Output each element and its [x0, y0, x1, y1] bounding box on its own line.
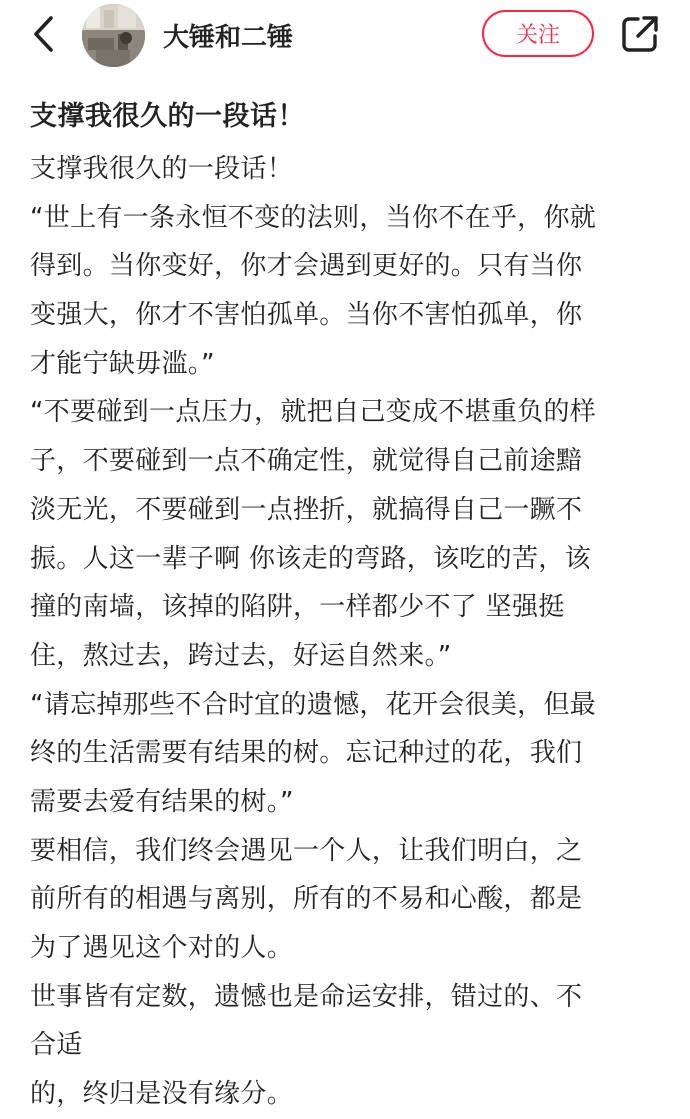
body-line: “不要碰到一点压力，就把自己变成不堪重负的样	[30, 397, 597, 428]
body-line: 淡无光，不要碰到一点挫折，就搞得自己一蹶不	[30, 494, 583, 525]
body-line: 终的生活需要有结果的树。忘记种过的花，我们	[30, 738, 583, 769]
body-line: 子，不要碰到一点不确定性，就觉得自己前途黯	[30, 446, 583, 477]
body-line: 要相信，我们终会遇见一个人，让我们明白，之	[30, 835, 583, 866]
body-line: 才能宁缺毋滥。”	[30, 348, 215, 379]
back-button[interactable]	[22, 12, 66, 56]
chevron-left-icon	[31, 14, 57, 54]
avatar-photo	[82, 4, 145, 67]
post-header	[0, 0, 690, 70]
body-line: “请忘掉那些不合时宜的遗憾，花开会很美，但最	[30, 689, 597, 720]
author-name[interactable]: 大锤和二锤	[163, 23, 294, 53]
body-line: “世上有一条永恒不变的法则，当你不在乎，你就	[30, 202, 597, 233]
body-line: 的，终归是没有缘分。	[30, 1079, 294, 1110]
body-line: 住，熬过去，跨过去，好运自然来。”	[30, 640, 452, 671]
body-line: 前所有的相遇与离别，所有的不易和心酸，都是	[30, 884, 583, 915]
avatar[interactable]	[82, 4, 145, 67]
post-body	[30, 145, 670, 1119]
body-line: 振。人这一辈子啊 你该走的弯路，该吃的苦，该	[30, 543, 591, 574]
share-button[interactable]	[618, 12, 662, 56]
body-line: 得到。当你变好，你才会遇到更好的。只有当你	[30, 251, 583, 282]
body-line: 合适	[30, 1030, 83, 1061]
body-line: 为了遇见这个对的人。	[30, 933, 294, 963]
share-external-icon	[621, 15, 659, 53]
post-title: 支撑我很久的一段话！	[30, 101, 305, 132]
follow-button[interactable]: 关注	[482, 10, 594, 57]
body-line: 撞的南墙，该掉的陷阱，一样都少不了 坚强挺	[30, 592, 565, 623]
body-line: 需要去爱有结果的树。”	[30, 786, 294, 817]
body-line: 支撑我很久的一段话！	[30, 154, 294, 184]
body-line: 世事皆有定数，遗憾也是命运安排，错过的、不	[30, 981, 583, 1012]
body-line: 变强大，你才不害怕孤单。当你不害怕孤单，你	[30, 300, 583, 331]
